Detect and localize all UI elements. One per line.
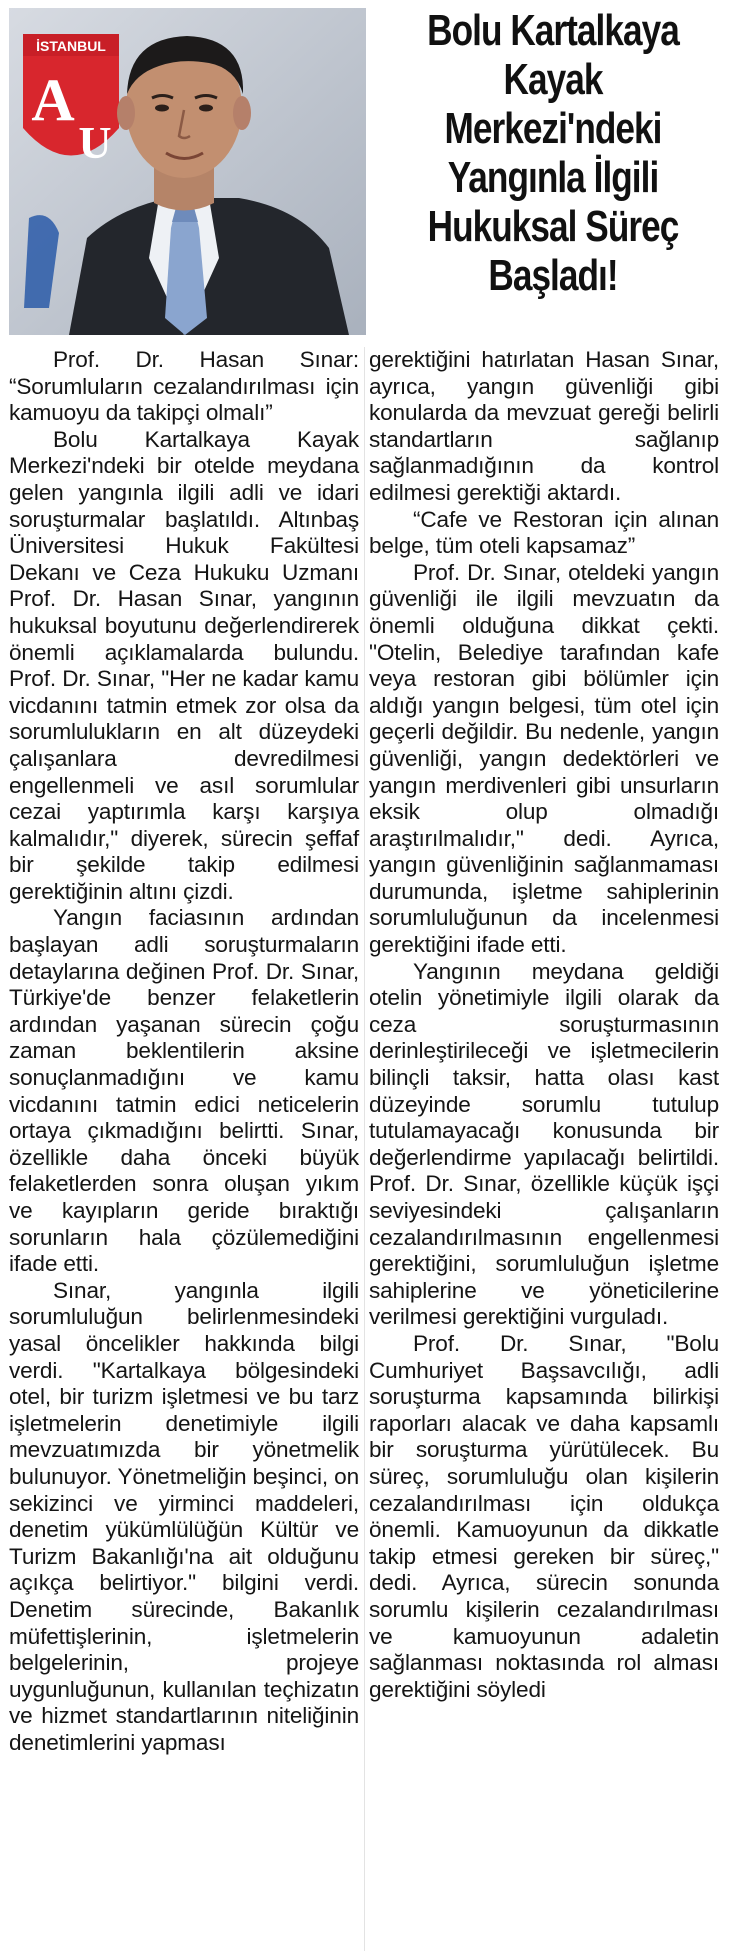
paragraph: Yangın faciasının ardından başlayan adli soruşturmaların detaylarına değinen Prof. Dr. Sınar, Türkiye'de benzer felaketlerin ardından yaşanan sürecin çoğu zaman beklentilerin aksine sonuçlanmadığını ve kamu vicdanını tatmin edici neticelerin ortaya çıkmadığını belirtti. Sınar, özellikle daha önceki büyük felaketlerden sonra oluşan yıkım ve kayıpların geride bıraktığı sorunların hala çözülemediğini ifade etti. bbox=[9, 905, 359, 1277]
paragraph: Sınar, yangınla ilgili sorumluluğun belirlenmesindeki yasal öncelikler hakkında bilgi verdi. "Kartalkaya bölgesindeki otel, bir turizm işletmesi ve bu tarz işletmelerin denetimiyle ilgili mevzuatımızda bir yönetmelik bulunuyor. Yönetmeliğin beşinci, on sekizinci ve yirminci maddeleri, denetim yükümlülüğün Kültür ve Turizm Bakanlığı'na ait olduğunu açıkça belirtiyor." bilgini verdi. Denetim sürecinde, Bakanlık müfettişlerinin, işletmelerin belgelerinin, projeye uygunluğunun, kullanılan teçhizatın ve hizmet standartlarının niteliğinin denetimlerini yapması bbox=[9, 1277, 359, 1755]
subheading: “Cafe ve Restoran için alınan belge, tüm oteli kapsamaz” bbox=[369, 506, 719, 559]
paragraph: Prof. Dr. Sınar, oteldeki yangın güvenliği ile ilgili mevzuatın da önemli olduğuna dikkat çekti. "Otelin, Belediye tarafından kafe veya restoran gibi bölümler için aldığı yangın belgesi, tüm otel için geçerli değildir. Bu nedenle, yangın güvenliği, yangın dedektörleri ve yangın merdivenleri gibi unsurların eksik olup olmadığı araştırılmalıdır," dedi. Ayrıca, yangın güvenliğinin sağlanmaması durumunda, işletme sahiplerinin sorumluluğunun da incelenmesi gerektiğini ifade etti. bbox=[369, 559, 719, 958]
right-column bbox=[369, 347, 719, 1703]
paragraph: Prof. Dr. Sınar, "Bolu Cumhuriyet Başsavcılığı, adli soruşturma kapsamında bilirkişi raporları alacak ve daha kapsamlı bir soruşturma yürütülecek. Bu süreç, sorumluluğu olan kişilerin cezalandırılması için oldukça önemli. Kamuoyunun da dikkatle takip etmesi gereken bir süreç," dedi. Ayrıca, sürecin sonunda sorumlu kişilerin cezalandırılması ve kamuoyunun adaletin sağlanması noktasında rol alması gerektiğini söyledi bbox=[369, 1330, 719, 1702]
paragraph: Yangının meydana geldiği otelin yönetimiyle ilgili olarak da ceza soruşturmasının derinleştirileceği ve işletmecilerin bilinçli taksir, hatta olası kast düzeyinde sorumlu tutulup tutulamayacağı konusunda bir değerlendirme yapılacağı belirtildi. Prof. Dr. Sınar, özellikle küçük işçi seviyesindeki çalışanların cezalandırılmasının engellenmesi gerektiğini, sorumluluğun işletme sahiplerine ve yöneticilerine verilmesi gerektiğini vurguladı. bbox=[369, 958, 719, 1330]
logo-text: İSTANBUL bbox=[36, 38, 106, 54]
portrait-photo-icon bbox=[9, 8, 366, 335]
left-column bbox=[9, 347, 359, 1756]
paragraph: Bolu Kartalkaya Kayak Merkezi'ndeki bir otelde meydana gelen yangınla ilgili adli ve idari soruşturmalar başlatıldı. Altınbaş Üniversitesi Hukuk Fakültesi Dekanı ve Ceza Hukuku Uzmanı Prof. Dr. Hasan Sınar, yangının hukuksal boyutunu değerlendirerek önemli açıklamalarda bulundu. Prof. Dr. Sınar, "Her ne kadar kamu vicdanını tatmin etmek zor olsa da sorumlulukların en alt düzeydeki çalışanlara devredilmesi engellenmeli ve asıl sorumlular cezai yaptırımla karşı karşıya kalmalıdır," diyerek, sürecin şeffaf bir şekilde takip edilmesi gerektiğinin altını çizdi. bbox=[9, 426, 359, 904]
svg-text:U: U bbox=[78, 117, 112, 168]
article-headline: Bolu Kartalkaya Kayak Merkezi'ndeki Yangınla İlgili Hukuksal Süreç Başladı! bbox=[427, 6, 679, 300]
svg-text:A: A bbox=[31, 67, 75, 133]
author-photo bbox=[9, 8, 366, 335]
paragraph-continued: gerektiğini hatırlatan Hasan Sınar, ayrıca, yangın güvenliği gibi konularda da mevzuat gereği belirli standartların sağlanıp sağlanmadığının da kontrol edilmesi gerektiği aktardı. bbox=[369, 347, 719, 505]
column-divider bbox=[364, 347, 365, 1951]
subheading: Prof. Dr. Hasan Sınar: “Sorumluların cezalandırılması için kamuoyu da takipçi olmalı” bbox=[9, 347, 359, 426]
